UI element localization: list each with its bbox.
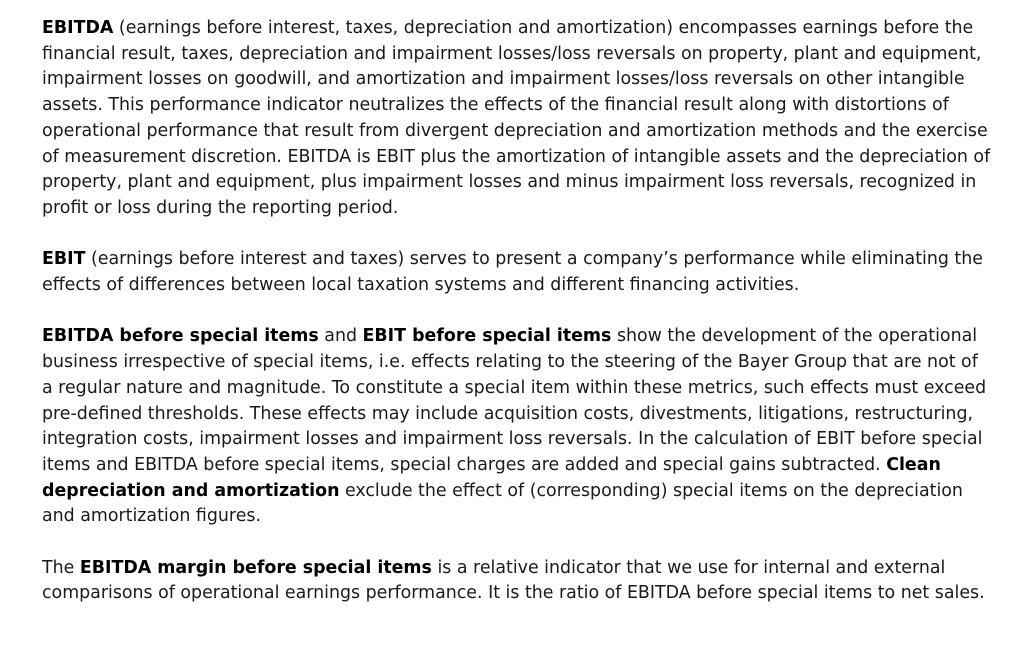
term-ebitda-margin: EBITDA margin before special items (79, 557, 432, 578)
paragraph-text: (earnings before interest, taxes, depreciation and amortization) encompasses earnings before the financial result, taxes, depreciation and impairment losses/loss reversals on property, plant and equipment, impairment losses on goodwill, and amortization and impairment losses/loss reversals on other intangible assets. This performance indicator neutralizes the effects of the financial result along with distortions of operational performance that result from divergent depreciation and amortization methods and the exercise of measurement discretion. EBITDA is EBIT plus the amortization of intangible assets and the depreciation of property, plant and equipment, plus impairment losses and minus impairment loss reversals, recognized in profit or loss during the reporting period. (42, 18, 991, 218)
document-body (42, 16, 992, 607)
term-ebitda: EBITDA (42, 18, 114, 38)
term-ebit: EBIT (42, 249, 86, 270)
term-clean-depreciation: Clean depreciation and amortization (42, 454, 941, 501)
paragraph-ebitda-definition (42, 16, 992, 222)
paragraph-text: show the development of the operational business irrespective of special items, i.e. effects relating to the steering of the Bayer Group that are not of a regular nature and magnitude. To constitute a special item within these metrics, such effects must exceed pre-defined thresholds. These effects may include acquisition costs, divestments, litigations, restructuring, integration costs, impairment losses and impairment loss reversals. In the calculation of EBIT before special items and EBITDA before special items, special charges are added and special gains subtracted. (42, 326, 987, 475)
paragraph-text: exclude the effect of (corresponding) special items on the depreciation and amortization figures. (42, 480, 963, 527)
paragraph-text: The (42, 557, 80, 578)
paragraph-text: and (318, 326, 363, 347)
paragraph-special-items-definition (42, 324, 992, 530)
term-ebitda-before-special-items: EBITDA before special items (42, 326, 319, 347)
paragraph-text: is a relative indicator that we use for internal and external comparisons of operational earnings performance. It is the ratio of EBITDA before special items to net sales. (42, 557, 985, 604)
paragraph-ebitda-margin-definition (42, 556, 992, 607)
paragraph-ebit-definition (42, 247, 992, 298)
paragraph-text: (earnings before interest and taxes) serves to present a company’s performance while eliminating the effects of differences between local taxation systems and different financing activities. (42, 249, 983, 296)
term-ebit-before-special-items: EBIT before special items (362, 326, 612, 347)
